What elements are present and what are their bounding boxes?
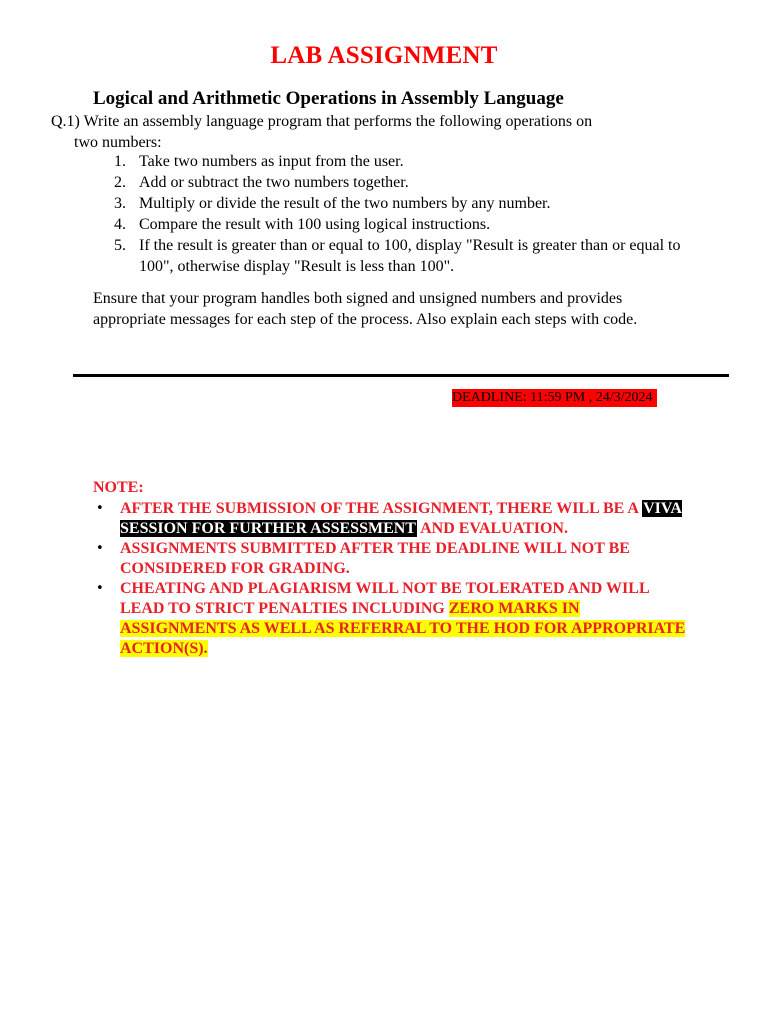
- highlighted-text: ZERO MARKS IN ASSIGNMENTS AS WELL AS REFERRAL TO THE HOD FOR APPROPRIATE ACTION(S).: [120, 600, 686, 657]
- question-text: [51, 111, 691, 153]
- list-item: [110, 214, 690, 235]
- note-text: CHEATING AND PLAGIARISM WILL NOT BE TOLERATED AND WILL LEAD TO STRICT PENALTIES INCLUDING: [120, 580, 649, 617]
- assignment-subtitle: Logical and Arithmetic Operations in Assembly Language: [93, 88, 564, 109]
- list-item: [110, 151, 690, 172]
- list-item: [110, 193, 690, 214]
- note-text: AND EVALUATION.: [416, 520, 568, 537]
- step-text: Multiply or divide the result of the two numbers by any number.: [139, 195, 551, 212]
- horizontal-divider: [73, 374, 729, 377]
- list-item: [93, 579, 693, 659]
- list-item: [93, 499, 693, 539]
- page-title: LAB ASSIGNMENT: [270, 42, 498, 69]
- note-text: ASSIGNMENTS SUBMITTED AFTER THE DEADLINE WILL NOT BE CONSIDERED FOR GRADING.: [120, 540, 630, 577]
- list-item: [110, 172, 690, 193]
- bullet-icon: •: [96, 581, 104, 596]
- step-number: 2.: [114, 174, 126, 191]
- note-text: AFTER THE SUBMISSION OF THE ASSIGNMENT, THERE WILL BE A: [120, 500, 643, 517]
- steps-list: [110, 151, 690, 277]
- highlighted-text: VIVA SESSION FOR FURTHER ASSESSMENT: [120, 500, 682, 537]
- step-number: 5.: [114, 237, 126, 254]
- step-number: 1.: [114, 153, 126, 170]
- step-text: Add or subtract the two numbers together.: [139, 174, 409, 191]
- note-section: [93, 478, 693, 659]
- bullet-icon: •: [96, 541, 104, 556]
- step-number: 3.: [114, 195, 126, 212]
- list-item: [110, 235, 690, 277]
- question-line-2: two numbers:: [74, 134, 162, 151]
- deadline-badge: DEADLINE: 11:59 PM , 24/3/2024: [452, 389, 657, 407]
- step-number: 4.: [114, 216, 126, 233]
- bullet-icon: •: [96, 501, 104, 516]
- note-heading: NOTE:: [93, 479, 144, 496]
- step-text: If the result is greater than or equal to 100, display "Result is greater than or equal to 100", otherwise display "Result is less than 100".: [139, 237, 681, 275]
- step-text: Compare the result with 100 using logical instructions.: [139, 216, 491, 233]
- question-line-1: Q.1) Write an assembly language program that performs the following operations on: [51, 113, 593, 130]
- list-item: [93, 539, 693, 579]
- note-list: [93, 499, 693, 659]
- instructions-paragraph: Ensure that your program handles both signed and unsigned numbers and provides appropriate messages for each step of the process. Also explain each steps with code.: [93, 290, 638, 328]
- step-text: Take two numbers as input from the user.: [139, 153, 404, 170]
